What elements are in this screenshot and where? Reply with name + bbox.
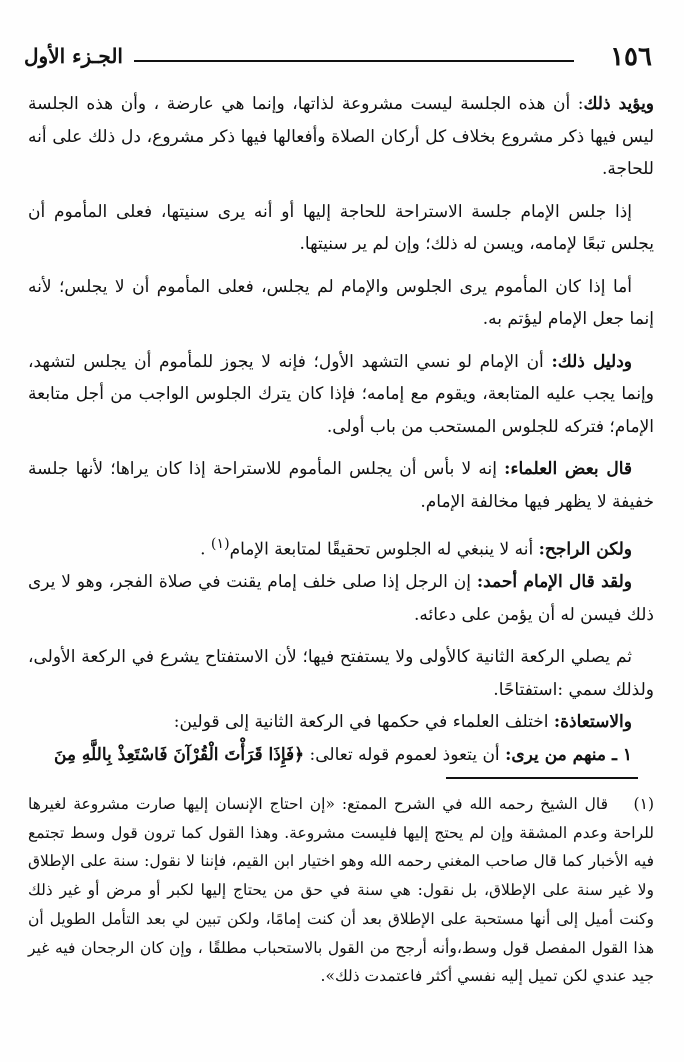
paragraph-lead: ودليل ذلك:: [551, 351, 632, 372]
running-title: الجـزء الأول: [24, 44, 123, 68]
paragraph-lead: والاستعاذة:: [553, 712, 632, 733]
paragraph: [28, 641, 654, 706]
footnote-text: قال الشيخ رحمه الله في الشرح الممتع: «إن احتاج الإنسان إليها صارت مشروعة لغيرها للراحة وعدم المشقة وإن لم يحتج إليها فليست مشروعة. وهذا القول كما ترون قول وسط تجتمع فيه الأخبار كما قال صاحب المغني رحمه الله وهو اختيار ابن القيم، فإننا لا نقول: سنة على الإطلاق ولا غير سنة على الإطلاق، بل نقول: هي سنة في حق من يحتاج إليها لكبر أو مرض أو غير ذلك وكنت أميل إلى أنها مستحبة على الإطلاق بعد أن كنت إمامًا، ولكن تبين لي بعد التأمل الطويل أن هذا القول المفصل قول وسط،وأنه أرجح من القول بالاستحباب مطلقًا ، وإن كان الرجحان فيه غير جيد عندي لكن تميل إليه نفسي أكثر فاعتمدت ذلك».: [28, 795, 654, 986]
paragraph-text: إن الرجل إذا صلى خلف إمام يقنت في صلاة الفجر، وهو لا يرى ذلك فيسن له أن يؤمن على دعائه.: [28, 572, 654, 625]
footnote-separator: [446, 777, 638, 779]
paragraph: [28, 706, 654, 739]
paragraph: [28, 196, 654, 261]
paragraph: [28, 566, 654, 631]
paragraph: [28, 528, 654, 566]
paragraph-lead: ١ ـ منهم من يرى:: [505, 744, 632, 765]
quran-verse: ﴿فَإِذَا قَرَأْتَ الْقُرْآنَ فَاسْتَعِذْ بِاللَّهِ مِنَ: [53, 744, 305, 765]
paragraph: [28, 739, 654, 772]
paragraph: [28, 271, 654, 336]
paragraph-text: .: [200, 539, 211, 560]
main-text: [28, 88, 654, 771]
footnotes: [28, 790, 654, 991]
paragraph-lead: ويؤيد ذلك: [583, 94, 655, 114]
paragraph-text: أنه لا ينبغي له الجلوس تحقيقًا لمتابعة الإمام: [229, 539, 539, 560]
paragraph-text: أما إذا كان المأموم يرى الجلوس والإمام لم يجلس، فعلى المأموم أن لا يجلس؛ لأنه إنما جعل الإمام ليؤتم به.: [28, 276, 654, 329]
paragraph-text: أن الإمام لو نسي التشهد الأول؛ فإنه لا يجوز للمأموم أن يجلس لتشهد، وإنما يجب عليه المتابعة، ويقوم مع إمامه؛ فإذا كان يترك الجلوس الواجب من أجل متابعة الإمام؛ فتركه للجلوس المستحب من باب أولى.: [28, 351, 654, 437]
paragraph-text: ثم يصلي الركعة الثانية كالأولى ولا يستفتح فيها؛ لأن الاستفتاح يشرع في الركعة الأولى، ولذلك سمي :استفتاحًا.: [28, 647, 654, 700]
paragraph-text: أن يتعوذ لعموم قوله تعالى:: [304, 744, 506, 765]
paragraph: [28, 346, 654, 444]
paragraph-text: إنه لا بأس أن يجلس المأموم للاستراحة إذا كان يراها؛ لأنها جلسة خفيفة لا يظهر فيها مخالفة الإمام.: [28, 459, 654, 512]
paragraph: [28, 453, 654, 518]
footnote-mark: (١): [633, 795, 654, 813]
paragraph-text: : أن هذه الجلسة ليست مشروعة لذاتها، وإنما هي عارضة ، وأن هذه الجلسة ليس فيها ذكر مشروع بخلاف كل أركان الصلاة وأفعالها فيها ذكر مشروع، دل ذلك على أنه للحاجة.: [28, 94, 654, 179]
page-header: [24, 40, 652, 80]
paragraph-text: اختلف العلماء في حكمها في الركعة الثانية إلى قولين:: [173, 712, 554, 733]
paragraph-text: إذا جلس الإمام جلسة الاستراحة للحاجة إليها أو أنه يرى سنيتها، فعلى المأموم أن يجلس تبعًا لإمامه، ويسن له ذلك؛ وإن لم ير سنيتها.: [28, 201, 654, 254]
paragraph-lead: ولكن الراجح:: [538, 539, 632, 560]
paragraph-lead: ولقد قال الإمام أحمد:: [476, 572, 632, 593]
paragraph: [28, 88, 654, 186]
paragraph-lead: قال بعض العلماء:: [504, 459, 633, 479]
page-number: ١٥٦: [610, 42, 652, 72]
header-rule: [134, 60, 574, 62]
footnote-reference[interactable]: (١): [210, 536, 230, 552]
footnote: [28, 790, 654, 991]
